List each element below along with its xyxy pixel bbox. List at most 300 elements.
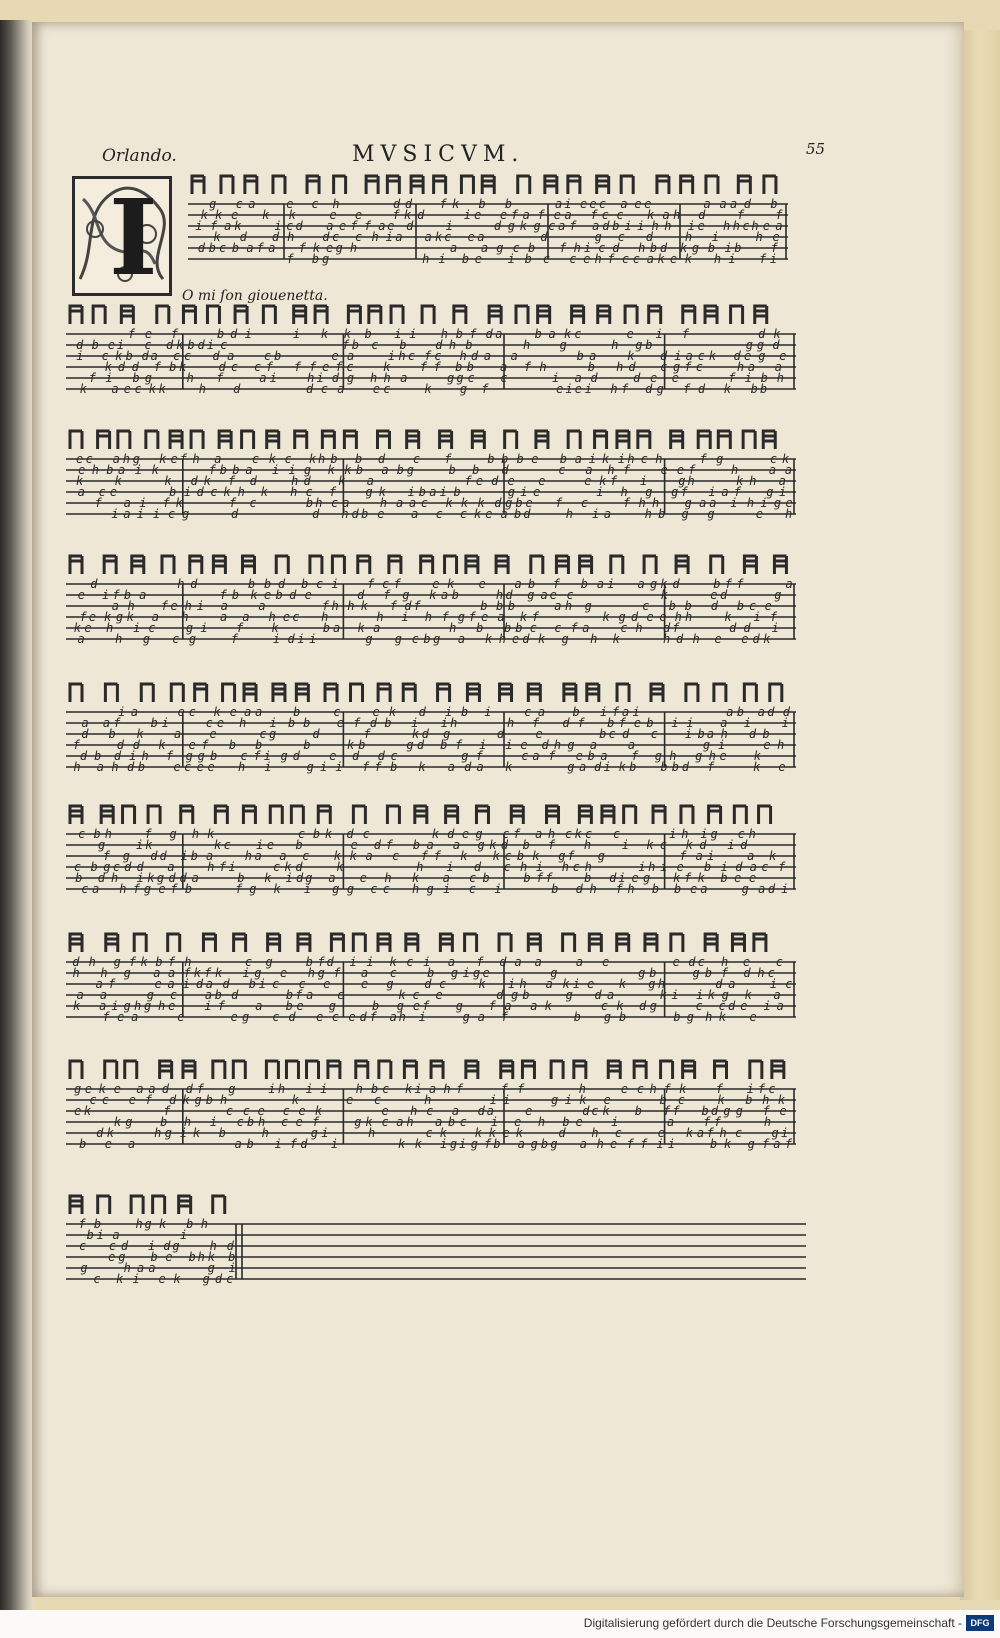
tablature-glyph: b	[513, 507, 522, 521]
tablature-glyph: c	[769, 452, 778, 466]
tablature-glyph: k	[657, 252, 665, 266]
tablature-glyph: i	[136, 871, 144, 885]
tablature-glyph: b	[734, 241, 742, 255]
tablature-glyph: f	[132, 882, 141, 896]
tablature-glyph: g	[386, 977, 394, 991]
tablature-glyph: h	[591, 1126, 599, 1140]
rhythm-flag-icon	[489, 306, 501, 324]
tablature-glyph: h	[644, 507, 652, 521]
tablature-glyph: a	[589, 349, 597, 363]
tablature-glyph: f	[201, 738, 209, 752]
tablature-glyph: e	[520, 738, 528, 752]
tablature-glyph: f	[210, 219, 218, 233]
tablature-glyph: g	[317, 966, 325, 980]
tablature-glyph: h	[522, 338, 531, 352]
tablature-glyph: a	[306, 988, 314, 1002]
tablature-glyph: g	[310, 1126, 319, 1140]
tablature-glyph: c	[281, 1115, 289, 1129]
tablature-glyph: e	[177, 1010, 185, 1024]
tablature-glyph: a	[333, 621, 341, 635]
tablature-glyph: k	[213, 705, 221, 719]
tablature-glyph: i	[607, 577, 615, 591]
tablature-glyph: g	[707, 507, 715, 521]
tablature-glyph: d	[303, 474, 311, 488]
tablature-glyph: k	[338, 474, 346, 488]
tablature-glyph: c	[148, 621, 156, 635]
tablature-glyph: i	[596, 485, 604, 499]
tablature-staff	[188, 170, 788, 280]
tablature-glyph: i	[271, 463, 280, 477]
tablature-glyph: d	[306, 382, 314, 396]
rhythm-flag-icon	[743, 431, 755, 449]
tablature-glyph: a	[646, 252, 654, 266]
tablature-glyph: h	[684, 610, 693, 624]
tablature-glyph: i	[724, 241, 732, 255]
rhythm-flag-icon	[714, 684, 726, 702]
tablature-glyph: b	[108, 727, 116, 741]
rhythm-flag-icon	[709, 806, 721, 824]
tablature-system	[66, 800, 796, 910]
tablature-glyph: a	[579, 1137, 587, 1151]
tablature-glyph: f	[736, 577, 744, 591]
tablature-glyph: d	[447, 827, 455, 841]
rhythm-flag-icon	[681, 176, 693, 194]
tablature-glyph: a	[441, 588, 449, 602]
tablature-glyph: e	[575, 1115, 583, 1129]
tablature-glyph: k	[460, 849, 468, 863]
tablature-glyph: g	[597, 849, 605, 863]
tablature-glyph: a	[220, 599, 228, 613]
tablature-glyph: i	[423, 955, 431, 969]
rhythm-flag-icon	[353, 934, 365, 952]
tablature-glyph: k	[284, 860, 292, 874]
tablature-glyph: b	[465, 338, 473, 352]
tablature-glyph: k	[429, 588, 437, 602]
tablature-glyph: d	[292, 749, 300, 763]
tablature-glyph: a	[637, 577, 645, 591]
tablature-glyph: k	[179, 360, 187, 374]
tablature-glyph: h	[119, 882, 127, 896]
tablature-glyph: k	[478, 977, 486, 991]
tablature-glyph: e	[762, 219, 771, 233]
tablature-glyph: g	[332, 882, 340, 896]
tablature-glyph: b	[472, 463, 480, 477]
tablature-glyph: b	[461, 252, 470, 266]
tablature-glyph: g	[443, 727, 451, 741]
tablature-glyph: i	[132, 1272, 140, 1286]
tablature-glyph: a	[600, 749, 608, 763]
tablature-glyph: d	[322, 230, 330, 244]
tablature-glyph: d	[473, 860, 482, 874]
tablature-glyph: e	[104, 1137, 113, 1151]
tablature-glyph: d	[522, 632, 530, 646]
tablature-glyph: k	[260, 485, 268, 499]
tablature-glyph: c	[101, 1093, 109, 1107]
tablature-glyph: g	[80, 1261, 88, 1275]
tablature-glyph: g	[594, 230, 602, 244]
tablature-glyph: d	[277, 577, 286, 591]
tablature-glyph: c	[572, 860, 580, 874]
tablature-glyph: g	[723, 1104, 731, 1118]
rhythm-flag-icon	[617, 684, 629, 702]
tablature-glyph: k	[98, 1082, 106, 1096]
rhythm-flag-icon	[774, 556, 786, 574]
tablature-glyph: k	[460, 496, 469, 510]
tablature-glyph: f	[778, 860, 786, 874]
tablature-glyph: i	[583, 241, 592, 255]
tablature-glyph: f	[170, 327, 179, 341]
tablature-glyph: a	[607, 988, 615, 1002]
tablature-glyph: f	[286, 252, 294, 266]
tablature-glyph: i	[133, 621, 141, 635]
tablature-glyph: c	[564, 827, 573, 841]
tablature-glyph: d	[630, 610, 639, 624]
tablature-glyph: e	[671, 371, 679, 385]
rhythm-flag-icon	[235, 306, 247, 324]
rhythm-flag-icon	[245, 176, 257, 194]
tablature-glyph: f	[112, 588, 120, 602]
tablature-glyph: g	[559, 338, 567, 352]
tablature-glyph: i	[440, 716, 448, 730]
rhythm-flag-icon	[98, 1196, 110, 1214]
tablature-glyph: c	[459, 507, 468, 521]
tablature-glyph: d	[197, 338, 205, 352]
tablature-glyph: e	[740, 999, 748, 1013]
tablature-glyph: f	[367, 577, 375, 591]
tablature-glyph: k	[357, 621, 365, 635]
tablature-glyph: c	[435, 507, 443, 521]
tablature-glyph: h	[398, 1010, 406, 1024]
tablature-glyph: b	[493, 1137, 501, 1151]
tablature-glyph: f	[350, 219, 358, 233]
tablature-glyph: k	[602, 1104, 610, 1118]
tablature-glyph: a	[451, 1104, 460, 1118]
tablature-glyph: d	[622, 727, 630, 741]
tablature-glyph: d	[179, 871, 187, 885]
tablature-glyph: d	[699, 838, 707, 852]
tablature-glyph: g	[461, 749, 469, 763]
tablature-glyph: c	[500, 371, 508, 385]
tablature-glyph: c	[426, 1104, 434, 1118]
tablature-glyph: c	[210, 485, 218, 499]
tablature-glyph: i	[655, 327, 663, 341]
tablature-glyph: a	[117, 463, 126, 477]
tablature-glyph: c	[331, 1010, 339, 1024]
tablature-glyph: d	[406, 219, 414, 233]
rhythm-flag-icon	[213, 1061, 225, 1079]
tablature-glyph: f	[715, 1082, 723, 1096]
tablature-glyph: d	[417, 208, 425, 222]
tablature-glyph: f	[218, 860, 227, 874]
rhythm-flag-icon	[332, 556, 344, 574]
tablature-glyph: e	[282, 610, 291, 624]
rhythm-flag-icon	[589, 934, 601, 952]
rhythm-flag-icon	[70, 556, 82, 574]
tablature-glyph: a	[548, 327, 556, 341]
tablature-glyph: g	[638, 966, 646, 980]
tablature-glyph: d	[672, 577, 680, 591]
rhythm-flag-icon	[445, 556, 457, 574]
rhythm-flag-icon	[378, 934, 390, 952]
tablature-glyph: b	[562, 1115, 570, 1129]
tablature-glyph: e	[741, 632, 749, 646]
tablature-glyph: a	[96, 760, 104, 774]
tablature-glyph: f	[612, 705, 620, 719]
tablature-glyph: a	[396, 1115, 404, 1129]
tablature-glyph: i	[746, 1082, 755, 1096]
tablature-glyph: g	[142, 632, 151, 646]
tablature-glyph: c	[614, 1126, 622, 1140]
tablature-glyph: h	[684, 230, 693, 244]
tablature-glyph: a	[328, 871, 336, 885]
tablature-glyph: e	[478, 577, 486, 591]
tablature-glyph: a	[150, 349, 158, 363]
tablature-glyph: a	[127, 1137, 136, 1151]
tablature-glyph: a	[457, 632, 466, 646]
tablature-glyph: f	[618, 716, 627, 730]
rhythm-flag-icon	[310, 556, 322, 574]
tablature-glyph: c	[346, 360, 354, 374]
tablature-glyph: d	[575, 882, 583, 896]
tablature-glyph: e	[128, 1093, 136, 1107]
tablature-glyph: k	[365, 1115, 373, 1129]
tablature-staff	[66, 425, 796, 535]
rhythm-flag-icon	[389, 556, 401, 574]
tablature-glyph: f	[293, 360, 302, 374]
tablature-glyph: e	[584, 474, 592, 488]
rhythm-flag-icon	[162, 556, 174, 574]
tablature-glyph: e	[188, 738, 196, 752]
tablature-glyph: c	[81, 882, 89, 896]
tablature-glyph: h	[237, 760, 246, 774]
tablature-glyph: a	[136, 1082, 144, 1096]
tablature-glyph: a	[729, 197, 738, 211]
tablature-glyph: e	[336, 716, 344, 730]
tablature-glyph: e	[381, 1104, 389, 1118]
tablature-glyph: c	[223, 838, 231, 852]
tablature-glyph: k	[360, 599, 368, 613]
tablature-glyph: g	[321, 252, 330, 266]
tablature-glyph: e	[331, 349, 339, 363]
tablature-glyph: g	[741, 882, 749, 896]
tablature-glyph: g	[584, 599, 592, 613]
tablature-glyph: a	[112, 452, 120, 466]
tablature-glyph: a	[747, 849, 755, 863]
tablature-glyph: b	[396, 463, 404, 477]
tablature-glyph: b	[645, 338, 653, 352]
tablature-glyph: g	[449, 1137, 458, 1151]
tablature-glyph: h	[134, 999, 142, 1013]
tablature-glyph: f	[217, 999, 225, 1013]
tablature-glyph: e	[644, 197, 652, 211]
tablature-glyph: k	[213, 230, 221, 244]
rhythm-flag-icon	[686, 684, 698, 702]
tablature-glyph: e	[348, 1010, 356, 1024]
rhythm-flag-icon	[93, 306, 105, 324]
tablature-glyph: a	[123, 496, 132, 510]
tablature-glyph: e	[785, 496, 793, 510]
tablature-glyph: e	[583, 252, 591, 266]
tablature-glyph: e	[650, 371, 658, 385]
tablature-glyph: f	[464, 474, 472, 488]
tablature-glyph: i	[671, 716, 679, 730]
rhythm-flag-icon	[568, 176, 580, 194]
tablature-glyph: e	[107, 338, 116, 352]
tablature-glyph: h	[123, 1261, 131, 1275]
rhythm-flag-icon	[270, 806, 282, 824]
tablature-glyph: k	[505, 760, 513, 774]
tablature-glyph: k	[445, 496, 453, 510]
tablature-glyph: g	[181, 507, 190, 521]
tablature-glyph: i	[244, 327, 252, 341]
tablature-glyph: k	[684, 252, 693, 266]
rhythm-flag-icon	[711, 556, 723, 574]
tablature-glyph: f	[362, 760, 370, 774]
tablature-glyph: h	[757, 966, 765, 980]
tablature-glyph: e	[84, 1082, 93, 1096]
tablature-glyph: b	[466, 360, 474, 374]
tablature-glyph: a	[706, 727, 715, 741]
rhythm-flag-icon	[213, 1196, 225, 1214]
tablature-glyph: d	[435, 338, 443, 352]
tablature-glyph: h	[610, 382, 618, 396]
tablature-glyph: g	[603, 1010, 612, 1024]
tablature-glyph: b	[384, 716, 392, 730]
tablature-glyph: k	[602, 610, 610, 624]
tablature-glyph: b	[448, 463, 456, 477]
tablature-glyph: h	[376, 610, 384, 624]
tablature-glyph: h	[537, 1115, 546, 1129]
tablature-glyph: k	[182, 1093, 190, 1107]
tablature-glyph: c	[331, 230, 340, 244]
tablature-glyph: k	[763, 632, 771, 646]
tablature-glyph: d	[499, 955, 507, 969]
tablature-glyph: c	[468, 882, 477, 896]
tablature-glyph: g	[402, 588, 410, 602]
tablature-glyph: b	[507, 599, 516, 613]
tablature-glyph: d	[590, 371, 598, 385]
tablature-glyph: h	[398, 349, 406, 363]
tablature-glyph: e	[743, 349, 752, 363]
tablature-glyph: g	[144, 371, 152, 385]
tablature-glyph: f	[413, 599, 421, 613]
tablature-glyph: h	[732, 219, 741, 233]
rhythm-flag-icon	[466, 1061, 478, 1079]
tablature-glyph: i	[152, 507, 161, 521]
tablature-glyph: c	[218, 241, 227, 255]
rhythm-flag-icon	[183, 306, 195, 324]
tablature-glyph: e	[474, 252, 483, 266]
tablature-glyph: c	[620, 621, 628, 635]
tablature-glyph: h	[332, 197, 340, 211]
tablature-glyph: d	[295, 219, 303, 233]
tablature-glyph: a	[666, 1115, 675, 1129]
tablature-glyph: i	[707, 849, 715, 863]
tablature-glyph: a	[784, 463, 793, 477]
tablature-glyph: c	[336, 988, 345, 1002]
tablature-glyph: d	[767, 705, 775, 719]
tablature-glyph: d	[540, 230, 548, 244]
tablature-glyph: k	[312, 241, 321, 255]
tablature-glyph: i	[700, 827, 708, 841]
rhythm-flag-icon	[528, 684, 540, 702]
tablature-glyph: h	[219, 1093, 228, 1107]
rhythm-flag-icon	[148, 806, 160, 824]
tablature-glyph: d	[126, 760, 135, 774]
tablature-glyph: c	[598, 197, 607, 211]
rhythm-flag-icon	[192, 176, 204, 194]
tablature-glyph: b	[358, 738, 366, 752]
tablature-glyph: i	[624, 219, 632, 233]
tablature-glyph: b	[658, 507, 666, 521]
tablature-glyph: b	[576, 349, 584, 363]
tablature-glyph: g	[346, 371, 355, 385]
tablature-glyph: c	[93, 1272, 101, 1286]
tablature-glyph: h	[261, 1126, 269, 1140]
tablature-glyph: g	[328, 999, 337, 1013]
tablature-glyph: i	[584, 382, 593, 396]
tablature-glyph: c	[168, 507, 176, 521]
tablature-glyph: h	[244, 849, 253, 863]
tablature-glyph: f	[607, 252, 615, 266]
tablature-glyph: d	[195, 977, 204, 991]
tablature-glyph: f	[312, 1115, 320, 1129]
tablature-glyph: i	[96, 1228, 104, 1242]
tablature-glyph: a	[447, 760, 456, 774]
rhythm-flag-icon	[657, 176, 669, 194]
rhythm-flag-icon	[404, 1061, 416, 1079]
tablature-glyph: d	[645, 382, 653, 396]
tablature-glyph: f	[72, 738, 80, 752]
tablature-glyph: h	[495, 588, 504, 602]
tablature-glyph: f	[769, 610, 778, 624]
tablature-glyph: k	[744, 988, 752, 1002]
rhythm-flag-icon	[334, 176, 346, 194]
tablature-glyph: b	[90, 860, 98, 874]
tablature-glyph: b	[713, 577, 721, 591]
tablature-glyph: h	[583, 838, 592, 852]
tablature-glyph: d	[494, 496, 502, 510]
tablature-glyph: b	[285, 999, 293, 1013]
tablature-glyph: f	[389, 599, 398, 613]
tablature-glyph: e	[579, 197, 588, 211]
rhythm-flag-icon	[574, 1061, 586, 1079]
tablature-glyph: k	[320, 327, 329, 341]
tablature-glyph: k	[151, 463, 159, 477]
rhythm-flag-icon	[563, 934, 575, 952]
tablature-glyph: i	[195, 219, 203, 233]
tablature-glyph: f	[626, 1137, 634, 1151]
tablature-glyph: i	[228, 860, 236, 874]
tablature-glyph: k	[618, 760, 626, 774]
tablature-glyph: e	[697, 219, 705, 233]
rhythm-flag-icon	[531, 556, 543, 574]
tablature-glyph: k	[264, 871, 272, 885]
tablature-glyph: c	[580, 496, 589, 510]
rhythm-flag-icon	[536, 431, 548, 449]
tablature-glyph: g	[702, 738, 711, 752]
tablature-glyph: f	[162, 496, 170, 510]
tablature-glyph: b	[303, 738, 311, 752]
tablature-glyph: f	[102, 849, 111, 863]
tablature-glyph: h	[341, 507, 349, 521]
tablature-glyph: f	[369, 1010, 377, 1024]
rhythm-flag-icon	[518, 176, 530, 194]
tablature-glyph: e	[755, 507, 764, 521]
tablature-glyph: h	[157, 999, 166, 1013]
tablature-glyph: h	[347, 599, 355, 613]
tablature-glyph: h	[662, 632, 671, 646]
